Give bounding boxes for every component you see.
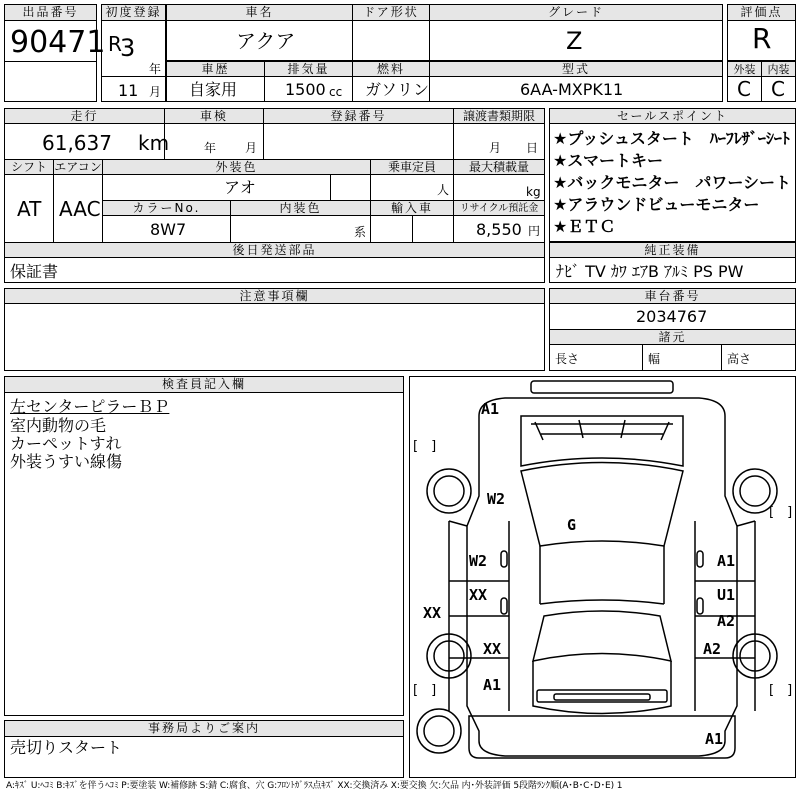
capacity-unit: 人 [437, 183, 450, 197]
mark-xx-left2: XX [483, 640, 502, 658]
chassis-number: 2034767 [636, 307, 708, 326]
mark-a1-rear: A1 [705, 730, 724, 748]
inspection-month-unit: 月 [245, 141, 258, 155]
bracket-left-bottom: [ ] [413, 683, 437, 698]
mark-a1-right: A1 [717, 552, 736, 570]
load-label: 最大積載量 [453, 159, 545, 175]
registration-month-unit: 月 [149, 85, 162, 99]
notes-label: 注意事項欄 [4, 288, 545, 304]
score: R [752, 22, 772, 55]
door-label: ドア形状 [352, 4, 430, 21]
inspector-line-2: 室内動物の毛 [10, 416, 107, 435]
mark-w2-top: W2 [487, 490, 506, 508]
mark-front: A1 [481, 400, 500, 418]
registration-month: 11 [118, 81, 139, 100]
mark-w2-left: W2 [469, 552, 488, 570]
score-label: 評価点 [727, 4, 796, 21]
color-label: 外装色 [102, 159, 371, 175]
displacement-label: 排気量 [264, 61, 353, 77]
width-label: 幅 [648, 352, 661, 366]
transfer-day-unit: 日 [526, 141, 539, 155]
sales-point-5: ★ＥＴＣ [553, 217, 616, 236]
grade: Z [566, 27, 583, 55]
sales-point-3: ★バックモニター パワーシート [553, 173, 792, 192]
transfer-label: 譲渡書類期限 [453, 108, 545, 124]
lot-number-label: 出品番号 [4, 4, 97, 21]
history: 自家用 [189, 80, 238, 99]
plate-label: 登録番号 [263, 108, 454, 124]
mileage: 61,637 [42, 131, 112, 155]
later-parts-label: 後日発送部品 [4, 242, 545, 258]
ac-label: エアコン [54, 160, 102, 174]
exterior-color: アオ [224, 178, 256, 197]
interior-grade: C [771, 77, 785, 101]
load-unit: kg [526, 185, 541, 199]
model: 6AA-MXPK11 [520, 80, 624, 99]
bracket-right-bottom: [ ] [769, 683, 793, 698]
interior-color-label: 内装色 [230, 200, 371, 216]
car-name: アクア [236, 29, 296, 53]
equipment: ﾅﾋﾞ TV ｶﾜ ｴｱB ｱﾙﾐ PS PW [556, 262, 744, 281]
office-notice: 売切りスタート [10, 738, 123, 757]
bracket-left-top: [ ] [413, 439, 437, 454]
chassis-label: 車台番号 [549, 288, 796, 304]
transfer-month-unit: 月 [489, 141, 502, 155]
fuel-label: 燃料 [352, 61, 430, 77]
registration-year: 3 [120, 34, 136, 62]
inspection-year-unit: 年 [204, 141, 217, 155]
shift: AT [17, 197, 42, 221]
car-diagram [409, 376, 796, 778]
car-name-label: 車名 [166, 4, 353, 21]
registration-year-unit: 年 [149, 62, 162, 76]
recycle-unit: 円 [528, 224, 541, 238]
bracket-right-mid: [ ] [769, 505, 793, 520]
mark-a2-right1: A2 [717, 612, 736, 630]
inspector-line-1: 左センターピラーＢＰ [10, 397, 170, 416]
office-label: 事務局よりご案内 [4, 720, 404, 737]
mark-xx-outer: XX [423, 604, 442, 622]
displacement-unit: cc [329, 85, 343, 99]
mark-a2-right2: A2 [703, 640, 722, 658]
sales-point-1: ★プッシュスタート ﾊｰﾌﾚｻﾞｰｼｰﾄ [553, 129, 790, 148]
height-label: 高さ [727, 352, 752, 366]
sales-point-2: ★スマートキー [553, 151, 664, 170]
later-parts: 保証書 [10, 262, 59, 281]
inspector-line-3: カーペットすれ [10, 434, 122, 453]
fuel: ガソリン [365, 80, 430, 99]
inspector-line-4: 外装うすい線傷 [10, 452, 123, 471]
mark-u1: U1 [717, 586, 736, 604]
ac: AAC [59, 197, 101, 221]
inspection-label: 車検 [164, 108, 264, 124]
interior-label: 内装 [761, 61, 796, 77]
lot-number: 90471 [10, 25, 106, 60]
dims-label: 諸元 [549, 329, 796, 345]
mark-a1-left: A1 [483, 676, 502, 694]
mark-g: G [567, 516, 577, 534]
mark-xx-left1: XX [469, 586, 488, 604]
history-label: 車歴 [166, 61, 265, 77]
color-no-label: カラーNo. [102, 200, 231, 216]
mileage-label: 走行 [4, 108, 165, 124]
import-label: 輸入車 [370, 200, 454, 216]
registration-label: 初度登録 [101, 4, 166, 21]
recycle-label: リサイクル預託金 [453, 200, 545, 216]
registration-era: R [108, 32, 122, 56]
model-label: 型式 [429, 61, 723, 77]
capacity-label: 乗車定員 [370, 159, 454, 175]
sales-points-label: セールスポイント [549, 108, 796, 124]
inspector-label: 検査員記入欄 [4, 376, 404, 393]
mileage-unit: km [138, 131, 170, 155]
sales-point-4: ★アラウンドビューモニター [553, 195, 760, 214]
shift-label: シフト [4, 159, 54, 175]
length-label: 長さ [555, 352, 580, 366]
exterior-label: 外装 [727, 61, 762, 77]
grade-label: グレード [429, 4, 723, 21]
recycle-fee: 8,550 [476, 220, 522, 239]
equipment-label: 純正装備 [549, 242, 796, 258]
color-number: 8W7 [150, 220, 187, 239]
displacement: 1500 [285, 80, 326, 99]
exterior-grade: C [737, 77, 751, 101]
legend: A:ｷｽﾞ U:ﾍｺﾐ B:ｷｽﾞを伴うﾍｺﾐ P:要塗装 W:補修跡 S:錆 C:腐食、穴 G:ﾌﾛﾝﾄｶﾞﾗｽ点ｷｽﾞ XX:交換済み X:要交換 欠:欠品 内･外装評価 5段階ﾗﾝｸ順(A･B･C･D･E) 1 [6, 781, 623, 791]
interior-color-unit: 系 [354, 225, 367, 239]
